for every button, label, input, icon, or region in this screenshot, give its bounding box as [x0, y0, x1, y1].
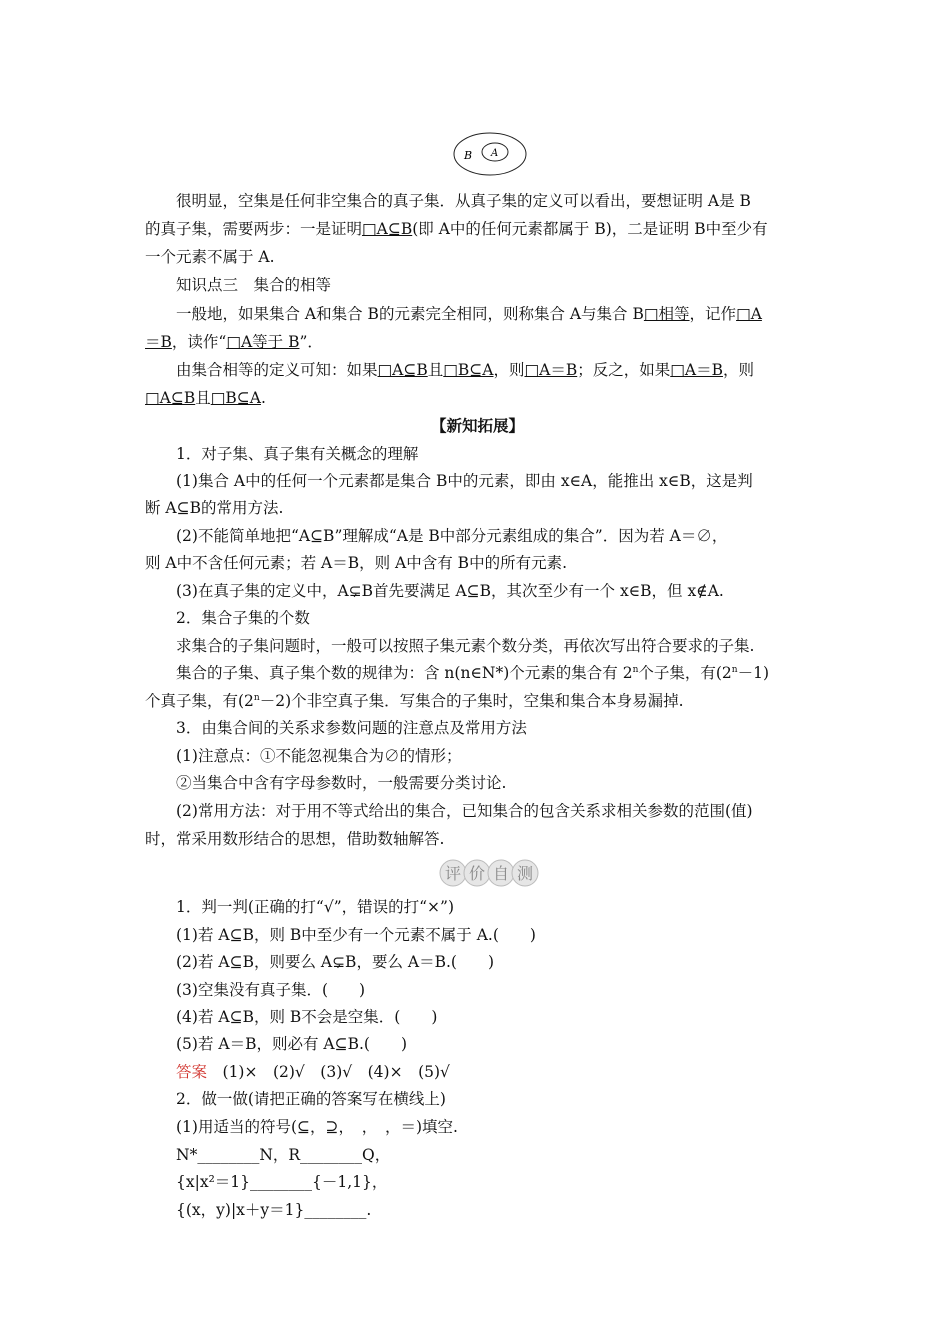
test-q1-5: (5)若 A＝B，则必有 A⊆B.( ) — [176, 1035, 407, 1053]
badge-char-2: 价 — [468, 864, 486, 883]
knowledge-point-3-title: 知识点三 集合的相等 — [176, 276, 332, 294]
ext-p5-line2: 个真子集，有$(2^n-2)$个非空真子集．写集合的子集时，空集和集合本身易漏掉. — [145, 692, 684, 710]
test-q1-1: (1)若 A⊆B，则 B中至少有一个元素不属于 A.( ) — [176, 926, 536, 944]
para3-line1: 由集合相等的定义可知：如果□A⊆B且□B⊆A，则□A＝B；反之，如果□A＝B，则 — [176, 361, 754, 379]
test-q2: 2．做一做(请把正确的答案写在横线上) — [176, 1090, 446, 1108]
venn-diagram — [452, 130, 530, 178]
para3-line2: □A⊆B且□B⊆A. — [145, 389, 266, 407]
test-q1-3: (3)空集没有真子集．( ) — [176, 981, 366, 999]
ext-p1-line2: 断 A⊆B的常用方法. — [145, 499, 284, 517]
test-q1: 1．判一判(正确的打“√”，错误的打“×”) — [176, 898, 455, 916]
ext-p6-line1: (1)注意点：①不能忽视集合为∅的情形； — [176, 747, 462, 765]
answer-label: 答案 — [176, 1063, 208, 1081]
badge-char-1: 评 — [444, 864, 462, 883]
para1-line3: 一个元素不属于 A. — [145, 248, 275, 266]
para1-line1: 很明显，空集是任何非空集合的真子集．从真子集的定义可以看出，要想证明 A是 B — [176, 192, 751, 210]
badge-char-3: 自 — [492, 864, 510, 883]
self-test-badge — [437, 858, 545, 888]
set-a-label: A — [491, 148, 499, 159]
para2-line1: 一般地，如果集合 A和集合 B的元素完全相同，则称集合 A与集合 B□相等，记作□A — [176, 305, 762, 323]
ext-heading-2: 2．集合子集的个数 — [176, 609, 310, 627]
ext-p6-line2: ②当集合中含有字母参数时，一般需要分类讨论. — [176, 774, 507, 792]
ext-heading-1: 1．对子集、真子集有关概念的理解 — [176, 445, 419, 463]
ext-p2-line2: 则 A中不含任何元素；若 A＝B，则 A中含有 B中的所有元素. — [145, 554, 567, 572]
ext-p3-line1: (3)在真子集的定义中，A⊊B首先要满足 A⊆B，其次至少有一个 x∈B，但 x∉A. — [176, 582, 724, 600]
extension-title: 【新知拓展】 — [430, 416, 524, 435]
test-q1-4: (4)若 A⊆B，则 B不会是空集．( ) — [176, 1008, 438, 1026]
ext-p7-line1: (2)常用方法：对于用不等式给出的集合，已知集合的包含关系求相关参数的范围(值) — [176, 802, 753, 820]
ext-heading-3: 3．由集合间的关系求参数问题的注意点及常用方法 — [176, 719, 527, 737]
test-fill-3: {(x，y)|x＋y＝1}________. — [176, 1201, 372, 1219]
ext-p2-line1: (2)不能简单地把“A⊆B”理解成“A是 B中部分元素组成的集合”．因为若 A＝∅， — [176, 527, 728, 545]
ext-p7-line2: 时，常采用数形结合的思想，借助数轴解答. — [145, 830, 445, 848]
para1-line2: 的真子集，需要两步：一是证明□A⊆B(即 A中的任何元素都属于 B)，二是证明 B中至少有 — [145, 220, 768, 238]
test-answer: 答案 (1)× (2)√ (3)√ (4)× (5)√ — [176, 1063, 450, 1081]
test-fill-1: N*________N，R________Q， — [176, 1146, 391, 1164]
test-q1-2: (2)若 A⊆B，则要么 A⊊B，要么 A＝B.( ) — [176, 953, 494, 971]
test-fill-2: {x|x²＝1}________{－1,1}， — [176, 1173, 388, 1191]
badge-char-4: 测 — [516, 864, 534, 883]
para2-line2: ＝B，读作“□A等于 B”． — [145, 333, 323, 351]
ext-p5-line1: 集合的子集、真子集个数的规律为：含 n(n∈N*)个元素的集合有 2$^n$个子集，有$(2^n-1)$ — [176, 664, 770, 682]
ext-p1-line1: (1)集合 A中的任何一个元素都是集合 B中的元素，即由 x∈A，能推出 x∈B，这是判 — [176, 472, 753, 490]
ext-p4-line1: 求集合的子集问题时，一般可以按照子集元素个数分类，再依次写出符合要求的子集. — [176, 637, 755, 655]
test-q2-1: (1)用适当的符号(⊆，⊇， ， ，＝)填空. — [176, 1118, 458, 1136]
set-b-label: B — [464, 149, 473, 162]
